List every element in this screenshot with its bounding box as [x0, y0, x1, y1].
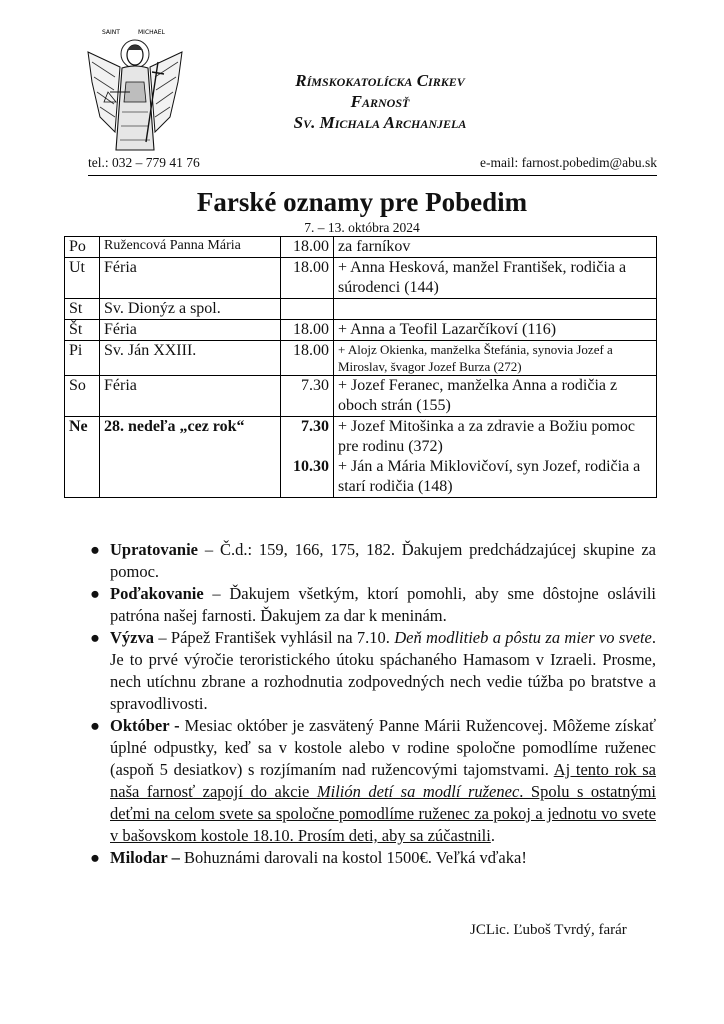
list-item: ● Upratovanie – Č.d.: 159, 166, 175, 182. Ďakujem predchádzajúcej skupine za pomoc. [90, 540, 656, 581]
intention-cell: za farníkov [334, 237, 657, 258]
parish-header [230, 70, 530, 133]
svg-text:MICHAEL: MICHAEL [138, 29, 165, 36]
page-title: Farské oznamy pre Pobedim [196, 187, 528, 217]
day-cell: Ne [65, 417, 100, 498]
table-row [65, 237, 657, 258]
mass-schedule-table [64, 236, 657, 498]
intention-cell: + Alojz Okienka, manželka Štefánia, synovia Jozef a Miroslav, švagor Jozef Burza (272) [334, 341, 657, 376]
bullet-icon: ● [90, 716, 100, 735]
feast-cell: 28. nedeľa „cez rok“ [100, 417, 281, 498]
email-address: e-mail: farnost.pobedim@abu.sk [479, 155, 657, 170]
list-item: ● Október - Mesiac október je zasvätený Panne Márii Ružencovej. Môžeme získať úplné odpustky, keď sa v kostole alebo v rodine spoločne pomodlíme ruženec (aspoň 5 desiatkov) s rozjímaním nad ružencovými tajomstvami. Aj tento rok sa naša farnosť zapojí do akcie Milión detí sa modlí ruženec. Spolu s ostatnými deťmi na celom svete sa spoločne pomodlíme ruženec za pokoj a jednotu vo svete v bašovskom kostole 18.10. Prosím deti, aby sa zúčastnili. [90, 716, 656, 845]
time-cell: 7.30 [281, 376, 334, 417]
day-cell: Pi [65, 341, 100, 376]
time-value: 10.30 [293, 458, 329, 475]
table-row [65, 376, 657, 417]
day-cell: Po [65, 237, 100, 258]
day-cell: So [65, 376, 100, 417]
intention-cell [334, 417, 657, 498]
bullet-icon: ● [90, 848, 100, 867]
signature: JCLic. Ľuboš Tvrdý, farár [470, 922, 627, 938]
parish-label: Farnosť [350, 92, 410, 111]
feast-cell: Sv. Dionýz a spol. [100, 299, 281, 320]
table-row [65, 341, 657, 376]
time-cell: 18.00 [281, 341, 334, 376]
list-item: ● Poďakovanie – Ďakujem všetkým, ktorí pomohli, aby sme dôstojne oslávili patróna našej farnosti. Ďakujem za dar k meninám. [90, 584, 656, 625]
intention-text: + Ján a Mária Miklovičoví, syn Jozef, rodičia a starí rodičia (148) [338, 458, 641, 495]
day-cell: St [65, 299, 100, 320]
table-row [65, 258, 657, 299]
feast-cell: Féria [100, 376, 281, 417]
intention-cell: + Anna a Teofil Lazarčíkoví (116) [334, 320, 657, 341]
notices-list [88, 539, 656, 869]
time-cell [281, 299, 334, 320]
feast-cell: Féria [100, 258, 281, 299]
list-item: ● Výzva – Pápež František vyhlásil na 7.10. Deň modlitieb a pôstu za mier vo svete. Je to prvé výročie teroristického útoku spáchaného Hamasom v Izraeli. Prosme, nech utíchnu zbrane a rozhodnutia zodpovedných nech vedie túžba po bratstve a spravodlivosti. [90, 628, 656, 713]
table-row [65, 417, 657, 498]
contact-line [88, 155, 657, 176]
svg-text:SAINT: SAINT [102, 29, 120, 36]
parish-name: Sv. Michala Archanjela [293, 113, 467, 132]
church-name: Rímskokatolícka Cirkev [295, 71, 465, 90]
table-row [65, 320, 657, 341]
day-cell: Ut [65, 258, 100, 299]
intention-cell: + Anna Hesková, manžel František, rodičia a súrodenci (144) [334, 258, 657, 299]
list-item: ● Milodar – Bohuznámi darovali na kostol 1500€. Veľká vďaka! [90, 848, 527, 867]
bullet-icon: ● [90, 584, 100, 603]
intention-text: + Jozef Mitošinka a za zdravie a Božiu pomoc pre rodinu (372) [338, 418, 635, 455]
intention-cell [334, 299, 657, 320]
time-cell: 18.00 [281, 258, 334, 299]
time-cell: 18.00 [281, 320, 334, 341]
bullet-icon: ● [90, 540, 100, 559]
feast-cell: Sv. Ján XXIII. [100, 341, 281, 376]
time-cell: 18.00 [281, 237, 334, 258]
day-cell: Št [65, 320, 100, 341]
table-row [65, 299, 657, 320]
feast-cell: Féria [100, 320, 281, 341]
saint-michael-logo [80, 22, 190, 152]
phone-number: tel.: 032 – 779 41 76 [88, 155, 200, 170]
intention-cell: + Jozef Feranec, manželka Anna a rodičia z oboch strán (155) [334, 376, 657, 417]
time-value: 7.30 [301, 418, 329, 435]
bullet-icon: ● [90, 628, 100, 647]
feast-cell: Ružencová Panna Mária [100, 237, 281, 258]
date-range: 7. – 13. októbra 2024 [304, 220, 420, 235]
time-cell [281, 417, 334, 498]
